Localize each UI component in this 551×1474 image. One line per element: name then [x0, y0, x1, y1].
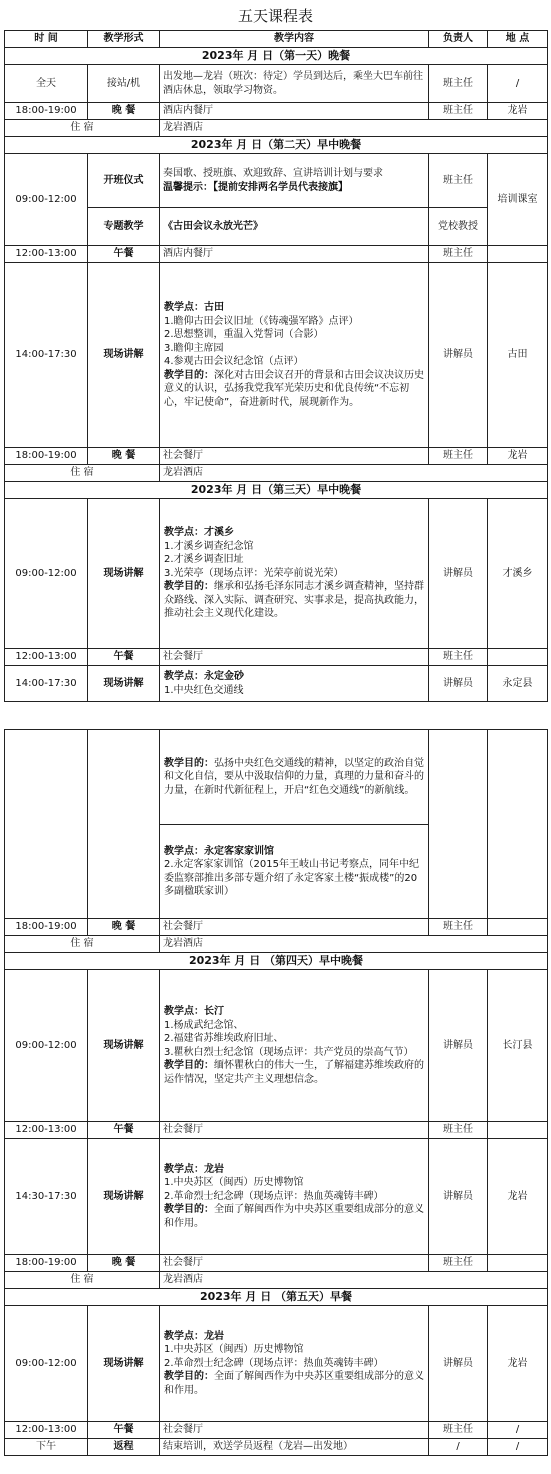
day-row — [5, 1289, 548, 1306]
cell-content — [160, 1306, 429, 1422]
cell-owner: 党校教授 — [429, 208, 488, 246]
cell-content — [160, 154, 429, 208]
teaching-point: 教学点：永定客家家训馆 — [164, 845, 274, 857]
list-item: 3.光荣亭（现场点评：光荣亭前说光荣） — [164, 567, 344, 579]
cell-owner: 班主任 — [429, 65, 488, 103]
list-item: 1.中央苏区（闽西）历史博物馆 — [164, 1177, 304, 1189]
cell-hotel: 龙岩酒店 — [160, 1272, 548, 1289]
cell-time: 12:00-13:00 — [5, 246, 88, 263]
col-header-time: 时 间 — [5, 31, 88, 48]
cell-time: 09:00-12:00 — [5, 499, 88, 649]
goal-label: 教学目的： — [164, 369, 214, 381]
cell-lodging: 住 宿 — [5, 120, 160, 137]
cell-content — [160, 666, 429, 702]
col-header-owner: 负责人 — [429, 31, 488, 48]
cell-owner: 班主任 — [429, 246, 488, 263]
list-item: 3.瞻仰主席园 — [164, 342, 224, 354]
list-item: 4.参观古田会议纪念馆（点评） — [164, 356, 304, 367]
cell-place: 古田 — [488, 263, 548, 448]
cell-owner: 班主任 — [429, 103, 488, 120]
cell-lodging: 住 宿 — [5, 936, 160, 953]
cell-place: / — [488, 1439, 548, 1456]
cell-place — [488, 1122, 548, 1139]
teaching-point: 教学点：龙岩 — [164, 1163, 224, 1175]
cell-owner: 讲解员 — [429, 666, 488, 702]
cell-form: 现场讲解 — [88, 263, 160, 448]
day2-heading: 2023年 月 日（第二天）早中晚餐 — [5, 137, 548, 154]
cell-content — [160, 825, 429, 919]
schedule-table-part2 — [4, 729, 548, 1456]
day5-heading: 2023年 月 日 （第五天）早餐 — [5, 1289, 548, 1306]
cell-owner: 班主任 — [429, 448, 488, 465]
table-row — [5, 448, 548, 465]
cell-hotel: 龙岩酒店 — [160, 936, 548, 953]
goal-text: 深化对古田会议召开的背景和古田会议决议历史意义的认识，弘扬我党我军光荣历史和优良传统“不忘初心，牢记使命”，奋进新时代，展现新作为。 — [164, 369, 424, 408]
cell-place: 龙岩 — [488, 1139, 548, 1255]
cell-owner: 班主任 — [429, 919, 488, 936]
cell-content — [160, 970, 429, 1122]
cell-time: 12:00-13:00 — [5, 1122, 88, 1139]
col-header-place: 地 点 — [488, 31, 548, 48]
cell-place: 培训课室 — [488, 154, 548, 246]
list-item: 1.中央红色交通线 — [164, 684, 244, 696]
day3-heading: 2023年 月 日（第三天）早中晚餐 — [5, 482, 548, 499]
cell-content: 社会餐厅 — [160, 1422, 429, 1439]
cell-form: 午餐 — [88, 246, 160, 263]
cell-time: 18:00-19:00 — [5, 919, 88, 936]
cell-owner: / — [429, 1439, 488, 1456]
cell-content: 酒店内餐厅 — [160, 103, 429, 120]
list-item: 2.思想整训，重温入党誓词（合影） — [164, 329, 324, 340]
col-header-content: 教学内容 — [160, 31, 429, 48]
list-item: 3.瞿秋白烈士纪念馆（现场点评：共产党员的崇高气节） — [164, 1046, 414, 1058]
list-item: 2.革命烈士纪念碑（现场点评：热血英魂铸丰碑） — [164, 1190, 384, 1202]
cell-place — [488, 649, 548, 666]
cell-time: 14:30-17:30 — [5, 1139, 88, 1255]
cell-content: 《古田会议永放光芒》 — [160, 208, 429, 246]
cell-time — [5, 730, 88, 919]
list-item: 1.才溪乡调查纪念馆 — [164, 540, 254, 552]
cell-time: 12:00-13:00 — [5, 1422, 88, 1439]
cell-time: 09:00-12:00 — [5, 154, 88, 246]
cell-place: / — [488, 65, 548, 103]
cell-form: 现场讲解 — [88, 1139, 160, 1255]
teaching-goal — [164, 580, 424, 621]
table-row — [5, 65, 548, 103]
cell-content — [160, 1139, 429, 1255]
cell-form: 午餐 — [88, 1122, 160, 1139]
cell-content: 酒店内餐厅 — [160, 246, 429, 263]
table-row — [5, 154, 548, 208]
cell-form: 现场讲解 — [88, 499, 160, 649]
cell-form: 现场讲解 — [88, 970, 160, 1122]
page-break — [0, 716, 551, 729]
cell-content: 社会餐厅 — [160, 919, 429, 936]
cell-place: 龙岩 — [488, 448, 548, 465]
cell-place — [488, 1255, 548, 1272]
day-row — [5, 137, 548, 154]
cell-place — [488, 730, 548, 919]
table-row — [5, 499, 548, 649]
cell-lodging: 住 宿 — [5, 465, 160, 482]
goal-text: 弘扬中央红色交通线的精神，以坚定的政治自觉和文化自信，要从中汲取信仰的力量，真理的力量和奋斗的力量，在新时代新征程上，开启“红色交通线”的新航线。 — [164, 757, 424, 796]
cell-form: 午餐 — [88, 1422, 160, 1439]
schedule-table-part1 — [4, 30, 548, 702]
teaching-point: 教学点：长汀 — [164, 1006, 224, 1017]
cell-form: 返程 — [88, 1439, 160, 1456]
teaching-point: 教学点：古田 — [164, 302, 224, 313]
goal-label: 教学目的： — [164, 1371, 214, 1383]
list-item: 2.才溪乡调查旧址 — [164, 554, 244, 566]
teaching-goal — [164, 757, 424, 798]
cell-owner: 班主任 — [429, 1255, 488, 1272]
cell-place: 龙岩 — [488, 103, 548, 120]
cell-owner: 班主任 — [429, 1122, 488, 1139]
cell-lodging: 住 宿 — [5, 1272, 160, 1289]
cell-place: 龙岩 — [488, 1306, 548, 1422]
teaching-goal — [164, 1059, 424, 1086]
cell-place: 才溪乡 — [488, 499, 548, 649]
cell-owner: 班主任 — [429, 154, 488, 208]
cell-form: 现场讲解 — [88, 666, 160, 702]
cell-content: 结束培训，欢送学员返程（龙岩—出发地） — [160, 1439, 429, 1456]
cell-time: 18:00-19:00 — [5, 448, 88, 465]
table-row — [5, 465, 548, 482]
cell-form — [88, 730, 160, 919]
cell-form: 现场讲解 — [88, 1306, 160, 1422]
cell-content — [160, 499, 429, 649]
table-row — [5, 1122, 548, 1139]
list-item: 1.杨成武纪念馆、 — [164, 1019, 244, 1031]
cell-form: 晚 餐 — [88, 919, 160, 936]
cell-owner: 班主任 — [429, 649, 488, 666]
teaching-goal — [164, 1203, 424, 1230]
cell-hotel: 龙岩酒店 — [160, 120, 548, 137]
table-row — [5, 246, 548, 263]
cell-content: 出发地—龙岩（班次：待定）学员到达后，乘坐大巴车前往酒店休息，领取学习物资。 — [160, 65, 429, 103]
table-row — [5, 936, 548, 953]
cell-content: 社会餐厅 — [160, 1122, 429, 1139]
col-header-form: 教学形式 — [88, 31, 160, 48]
table-row — [5, 919, 548, 936]
day-row — [5, 482, 548, 499]
cell-owner: 班主任 — [429, 1422, 488, 1439]
cell-place: 永定县 — [488, 666, 548, 702]
cell-owner: 讲解员 — [429, 499, 488, 649]
cell-place — [488, 919, 548, 936]
cell-time: 12:00-13:00 — [5, 649, 88, 666]
goal-text: 继承和弘扬毛泽东同志才溪乡调查精神，坚持群众路线、深入实际、调查研究、实事求是，提高执政能力，推动社会主义现代化建设。 — [164, 581, 424, 620]
cell-place — [488, 246, 548, 263]
cell-hotel: 龙岩酒店 — [160, 465, 548, 482]
cell-place: 长汀县 — [488, 970, 548, 1122]
cell-time: 全天 — [5, 65, 88, 103]
ceremony-text: 奏国歌、授班旗、欢迎致辞、宣讲培训计划与要求 — [163, 168, 383, 179]
goal-text: 全面了解闽西作为中央苏区重要组成部分的意义和作用。 — [164, 1204, 424, 1229]
table-row — [5, 666, 548, 702]
cell-form: 午餐 — [88, 649, 160, 666]
cell-time: 14:00-17:30 — [5, 666, 88, 702]
list-item: 2.福建省苏维埃政府旧址、 — [164, 1033, 284, 1044]
cell-content — [160, 263, 429, 448]
table-row — [5, 730, 548, 825]
cell-content: 社会餐厅 — [160, 649, 429, 666]
list-item: 1.瞻仰古田会议旧址（《铸魂强军路》点评） — [164, 315, 359, 327]
cell-time: 18:00-19:00 — [5, 103, 88, 120]
table-row — [5, 1139, 548, 1255]
list-item: 2.永定客家家训馆（2015年王岐山书记考察点，同年中纪委监察部推出多部专题介绍了永定客家土楼“振成楼”的20多副楹联家训） — [164, 859, 419, 897]
goal-label: 教学目的： — [164, 581, 214, 593]
cell-content: 社会餐厅 — [160, 1255, 429, 1272]
cell-form: 晚 餐 — [88, 448, 160, 465]
day-row — [5, 48, 548, 65]
table-row — [5, 263, 548, 448]
cell-owner — [429, 730, 488, 919]
cell-owner: 讲解员 — [429, 970, 488, 1122]
cell-form: 专题教学 — [88, 208, 160, 246]
cell-time: 下午 — [5, 1439, 88, 1456]
ceremony-tip: 温馨提示：【提前安排两名学员代表接旗】 — [163, 181, 348, 193]
cell-owner: 讲解员 — [429, 1139, 488, 1255]
cell-time: 09:00-12:00 — [5, 970, 88, 1122]
teaching-point: 教学点：龙岩 — [164, 1330, 224, 1342]
table-row — [5, 1306, 548, 1422]
list-item: 1.中央苏区（闽西）历史博物馆 — [164, 1344, 304, 1356]
table-row — [5, 1422, 548, 1439]
day-row — [5, 953, 548, 970]
cell-owner: 讲解员 — [429, 1306, 488, 1422]
cell-form: 晚 餐 — [88, 103, 160, 120]
goal-text: 全面了解闽西作为中央苏区重要组成部分的意义和作用。 — [164, 1371, 424, 1396]
cell-content: 社会餐厅 — [160, 448, 429, 465]
cell-content — [160, 730, 429, 825]
page-title: 五天课程表 — [237, 7, 313, 25]
cell-owner: 讲解员 — [429, 263, 488, 448]
table-row — [5, 120, 548, 137]
goal-label: 教学目的： — [164, 757, 214, 769]
cell-form: 开班仪式 — [88, 154, 160, 208]
table-row — [5, 1255, 548, 1272]
day4-heading: 2023年 月 日 （第四天）早中晚餐 — [5, 953, 548, 970]
table-row — [5, 970, 548, 1122]
header-row — [5, 31, 548, 48]
list-item: 2.革命烈士纪念碑（现场点评：热血英魂铸丰碑） — [164, 1357, 384, 1369]
table-row — [5, 649, 548, 666]
cell-place: / — [488, 1422, 548, 1439]
table-row — [5, 1272, 548, 1289]
cell-time: 09:00-12:00 — [5, 1306, 88, 1422]
cell-form: 接站/机 — [88, 65, 160, 103]
teaching-point: 教学点：才溪乡 — [164, 527, 234, 539]
cell-time: 14:00-17:30 — [5, 263, 88, 448]
teaching-point: 教学点：永定金砂 — [164, 671, 244, 682]
goal-text: 缅怀瞿秋白的伟大一生，了解福建苏维埃政府的运作情况，坚定共产主义理想信念。 — [164, 1060, 424, 1085]
teaching-goal — [164, 369, 424, 410]
goal-label: 教学目的： — [164, 1060, 214, 1071]
table-row — [5, 1439, 548, 1456]
table-row — [5, 103, 548, 120]
goal-label: 教学目的： — [164, 1204, 214, 1216]
teaching-goal — [164, 1370, 424, 1397]
day1-heading: 2023年 月 日（第一天）晚餐 — [5, 48, 548, 65]
cell-form: 晚 餐 — [88, 1255, 160, 1272]
cell-time: 18:00-19:00 — [5, 1255, 88, 1272]
